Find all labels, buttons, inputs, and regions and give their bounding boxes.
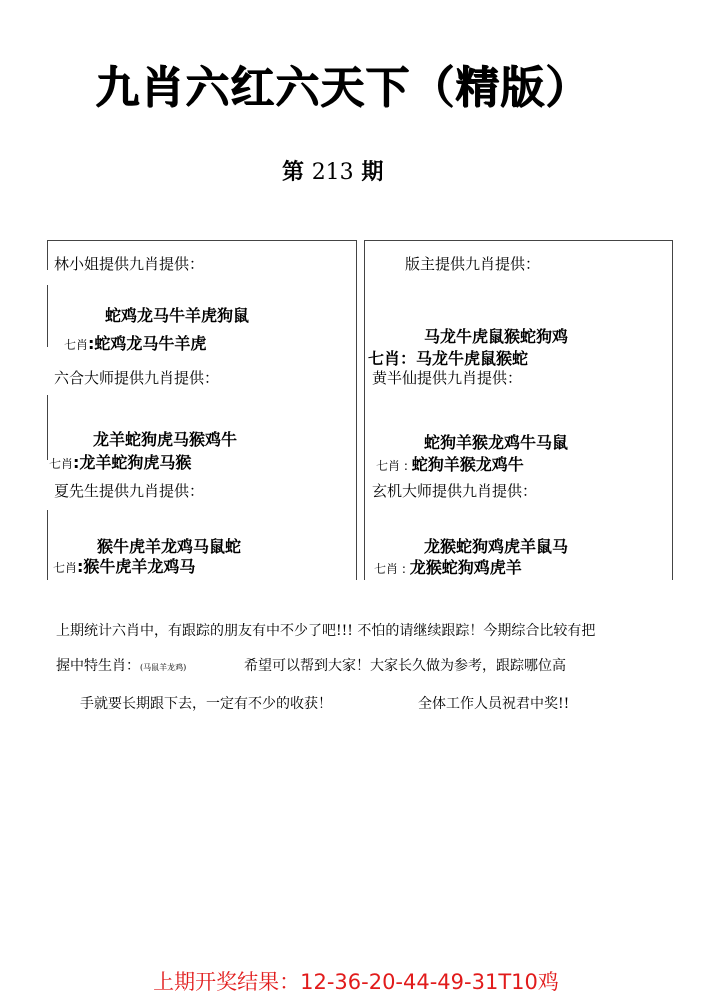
notice-line-2-tail: 希望可以帮到大家！大家长久做为参考，跟踪哪位高 [244, 658, 566, 674]
notice-line-1: 上期统计六肖中，有跟踪的朋友有中不少了吧!!! 不怕的请继续跟踪！今期综合比较有把 [56, 623, 596, 639]
seven-zodiac-row: 七肖：马龙牛虎鼠猴蛇 [368, 349, 529, 368]
nine-zodiac-list: 马龙牛虎鼠猴蛇狗鸡 [424, 327, 569, 346]
table-divider-right [364, 240, 365, 580]
notice-line-2: 握中特生肖：(马鼠羊龙鸡) [56, 658, 187, 674]
last-draw-result: 上期开奖结果：12-36-20-44-49-31T10鸡 [153, 970, 559, 994]
table-border-left [47, 395, 48, 460]
seven-zodiac-row: 七肖:猴牛虎羊龙鸡马 [53, 557, 196, 576]
box-header: 林小姐提供九肖提供： [54, 255, 205, 273]
box-header: 黄半仙提供九肖提供： [372, 369, 523, 387]
table-divider-left [356, 240, 357, 580]
seven-zodiac-row: 七肖 : 龙猴蛇狗鸡虎羊 [374, 558, 522, 577]
table-border-left [47, 285, 48, 347]
nine-zodiac-list: 龙猴蛇狗鸡虎羊鼠马 [424, 537, 569, 556]
nine-zodiac-list: 猴牛虎羊龙鸡马鼠蛇 [97, 537, 242, 556]
issue-number: 第 213 期 [282, 159, 384, 185]
table-top-border-left [47, 240, 356, 241]
table-border-left [47, 240, 48, 270]
box-header: 版主提供九肖提供： [405, 255, 541, 273]
seven-zodiac-row: 七肖 : 蛇狗羊猴龙鸡牛 [376, 455, 524, 474]
nine-zodiac-list: 龙羊蛇狗虎马猴鸡牛 [93, 430, 238, 449]
notice-line-3-tail: 全体工作人员祝君中奖!! [418, 696, 570, 712]
seven-zodiac-row: 七肖:蛇鸡龙马牛羊虎 [64, 334, 207, 353]
table-border-right [672, 240, 673, 580]
nine-zodiac-list: 蛇鸡龙马牛羊虎狗鼠 [105, 306, 250, 325]
box-header: 夏先生提供九肖提供： [54, 482, 205, 500]
box-header: 六合大师提供九肖提供： [54, 369, 220, 387]
table-border-left [47, 510, 48, 580]
box-header: 玄机大师提供九肖提供： [372, 482, 538, 500]
seven-zodiac-row: 七肖:龙羊蛇狗虎马猴 [49, 453, 192, 472]
page-title: 九肖六红六天下（精版） [95, 62, 590, 113]
notice-line-3: 手就要长期跟下去，一定有不少的收获！ [80, 696, 332, 712]
table-top-border-right [364, 240, 672, 241]
nine-zodiac-list: 蛇狗羊猴龙鸡牛马鼠 [424, 433, 569, 452]
